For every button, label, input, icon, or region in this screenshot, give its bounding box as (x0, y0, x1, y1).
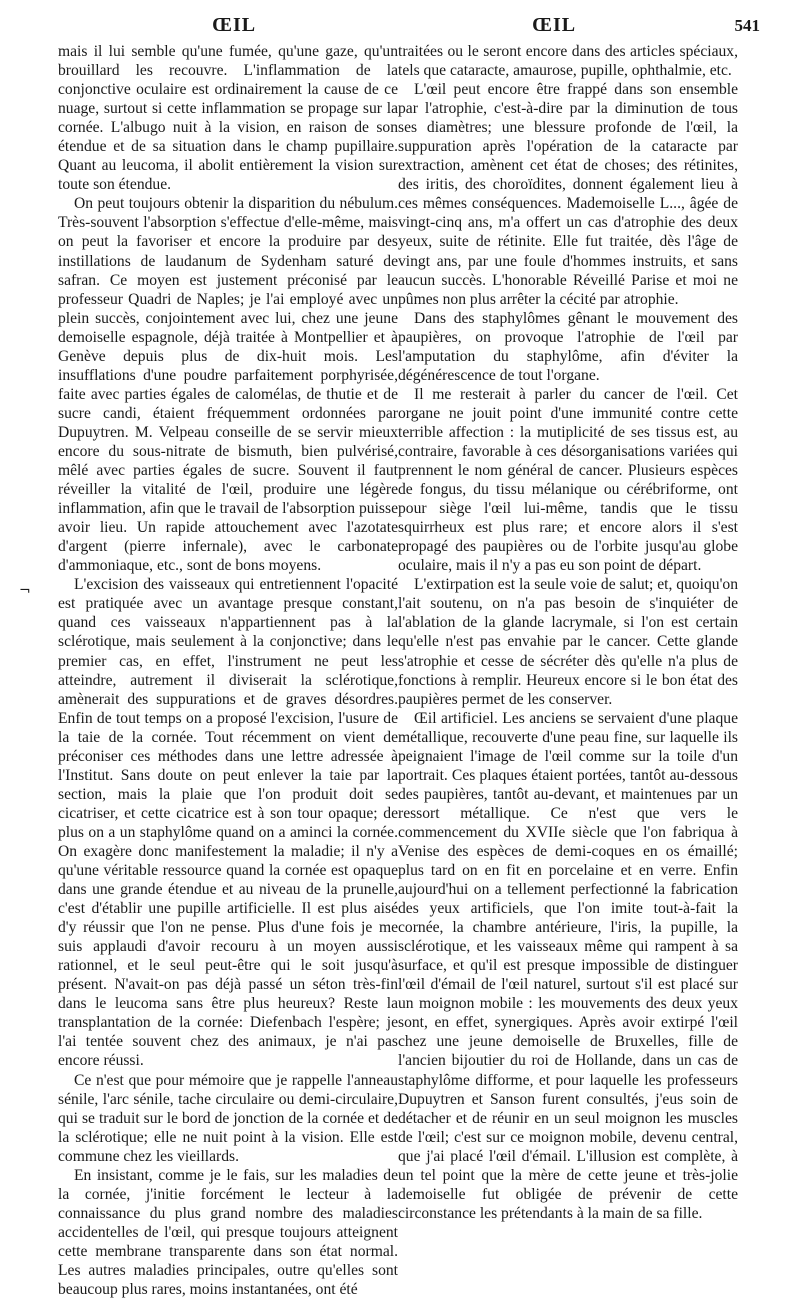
paragraph: mais il lui semble qu'une fumée, qu'une gaze, qu'un brouillard les recouvre. L'inflammation de la conjonctive oculaire est ordinairement la cause de ce nuage, surtout si cette inflammation se propage sur la cornée. L'albugo nuit à la vision, en raison de son étendue et de sa situation dans le champ pupillaire. Quant au leucoma, il abolit entièrement la vision sur toute son étendue. (58, 43, 398, 194)
paragraph: L'excision des vaisseaux qui entretiennent l'opacité est pratiquée avec un avantage presque constant, quand ces vaisseaux n'appartiennent pas à la sclérotique, mais seulement à la conjonctive; dans le premier cas, en effet, l'instrument ne peut les atteindre, autrement il diviserait la sclérotique, amènerait des suppurations et de graves désordres. Enfin de tout temps on a proposé l'excision, l'usure de la taie de la cornée. Tout récemment on vient de préconiser ces méthodes dans une lettre adressée à l'Institut. Sans doute on peut enlever la taie par la section, mais la plaie que l'on produit doit se cicatriser, et cette cicatrice est à son tour opaque; de plus on a un staphylôme quand on a aminci la cornée. On exagère donc manifestement la maladie; il n'y a qu'une véritable ressource quand la cornée est opaque dans une grande étendue et au niveau de la prunelle, c'est d'établir une pupille artificielle. Il est plus aisé d'y réussir que l'on ne pense. Plus d'une fois je me suis applaudi d'avoir recouru à un moyen aussi rationnel, et le seul peut-être qui le soit jusqu'à présent. N'avait-on pas déjà passé un séton très-fin dans le leucoma sans être plus heureux? Reste la transplantation de la cornée: Diefenbach l'espère; je l'ai tentée souvent chez des animaux, je n'ai pas encore réussi. (58, 576, 398, 1070)
running-header (60, 12, 760, 40)
header-left-title: ŒIL (212, 14, 257, 36)
paragraph: Il me resterait à parler du cancer de l'œil. Cet organe ne jouit point d'une immunité contre cette terrible affection : la mutiplicité de ses tissus est, au contraire, favorable à ces désorganisations variées qui prennent le nom général de cancer. Plusieurs espèces de fongus, du tissu mélanique ou cérébriforme, ont pour siège l'œil lui-même, tandis que le tissu squirrheux est plus rare; et encore alors il s'est propagé des paupières ou de l'orbite jusqu'au globe oculaire, mais il n'y a pas eu son point de départ. (398, 385, 738, 575)
paragraph: L'œil peut encore être frappé dans son ensemble par l'atrophie, c'est-à-dire par la diminution de tous ses diamètres; une blessure profonde de l'œil, la suppuration après l'opération de la cataracte par extraction, amènent cet état de choses; des rétinites, des iritis, des choroïdites, donnent également lieu à ces mêmes conséquences. Mademoiselle L..., âgée de vingt-cinq ans, m'a offert un cas d'atrophie des deux yeux, suite de rétinite. Elle fut traitée, dès l'âge de vingt ans, par une foule d'hommes instruits, et sans aucun succès. L'honorable Réveillé Parise et moi ne pûmes non plus arrêter la cécité par atrophie. (398, 81, 738, 308)
paragraph: traitées ou le seront encore dans des articles spéciaux, tels que cataracte, amaurose, pupille, ophthalmie, etc. (398, 43, 738, 80)
paragraph: Œil artificiel. Les anciens se servaient d'une plaque métallique, recouverte d'une peau fine, sur laquelle ils peignaient l'image de l'œil comme sur la toile d'un portrait. Ces plaques étaient portées, tantôt au-dessous des paupières, tantôt au-devant, et maintenues par un ressort métallique. Ce n'est que vers le commencement du XVIIe siècle que l'on fabriqua à Venise des espèces de demi-coques en os émaillé; plus tard on en fit en porcelaine et en verre. Enfin aujourd'hui on a tellement perfectionné la fabrication des yeux artificiels, que l'on imite tout-à-fait la cornée, la chambre antérieure, l'iris, la pupille, la sclérotique, et les vaisseaux même qui rampent à sa surface, et qu'il est presque impossible de distinguer l'œil d'émail de l'œil naturel, surtout s'il est placé sur un moignon mobile : les mouvements des deux yeux sont, en effet, synergiques. Après avoir extirpé l'œil chez une jeune demoiselle de Bruxelles, fille de l'ancien bijoutier du roi de Hollande, dans un cas de staphylôme difforme, et pour laquelle les professeurs Dupuytren et Sanson furent consultés, j'eus soin de détacher et de réunir en un seul moignon les muscles de l'œil; c'est sur ce moignon mobile, devenu central, que j'ai placé l'œil d'émail. L'illusion est complète, à un tel point que la mère de cette jeune et très-jolie demoiselle fut obligée de prévenir de cette circonstance les prétendants à la main de sa fille. (398, 709, 738, 1222)
paragraph: Dans des staphylômes gênant le mouvement des paupières, on provoque l'atrophie de l'œil par l'amputation du staphylôme, afin d'éviter la dégénérescence de tout l'organe. (398, 309, 738, 384)
margin-mark: ¬ (19, 583, 31, 599)
right-column (398, 42, 738, 1223)
page-number: 541 (734, 16, 760, 35)
paragraph: On peut toujours obtenir la disparition du nébulum. Très-souvent l'absorption s'effectue d'elle-même, mais on peut la favoriser et encore la produire par des instillations de laudanum de Sydenham saturé de safran. Ce moyen est justement préconisé par le professeur Quadri de Naples; je l'ai employé avec un plein succès, conjointement avec lui, chez une jeune demoiselle espagnole, déjà traitée à Montpellier et à Genève depuis plus de dix-huit mois. Les insufflations d'une poudre parfaitement porphyrisée, faite avec parties égales de calomélas, de thutie et de sucre candi, étaient fréquemment ordonnées par Dupuytren. M. Velpeau conseille de se servir mieux encore du sous-nitrate de bismuth, bien pulvérisé, mêlé avec parties égales de sucre. Souvent il faut réveiller la vitalité de l'œil, produire une légère inflammation, afin que le travail de l'absorption puisse avoir lieu. Un rapide attouchement avec l'azotate d'argent (pierre infernale), avec le carbonate d'ammoniaque, etc., sont de bons moyens. (58, 195, 398, 575)
paragraph: En insistant, comme je le fais, sur les maladies de la cornée, j'initie forcément le lecteur à la connaissance du plus grand nombre des maladies accidentelles de l'œil, qui presque toujours atteignent cette membrane transparente dans son état normal. Les autres maladies principales, outre qu'elles sont beaucoup plus rares, moins instantanées, ont été (58, 1166, 398, 1299)
paragraph: Ce n'est que pour mémoire que je rappelle l'anneau sénile, l'arc sénile, tache circulaire ou demi-circulaire, qui se traduit sur le bord de jonction de la cornée et de la sclérotique; elle ne nuit point à la vision. Elle est commune chez les vieillards. (58, 1071, 398, 1165)
left-column (58, 42, 398, 1299)
paragraph: L'extirpation est la seule voie de salut; et, quoiqu'on l'ait soutenu, on n'a pas besoin de s'inquiéter de l'ablation de la glande lacrymale, si l'on est certain qu'elle n'est pas envahie par le cancer. Cette glande s'atrophie et cesse de sécréter dès qu'elle n'a plus de fonctions à remplir. Heureux encore si le bon état des paupières permet de les conserver. (398, 576, 738, 708)
header-right-title: ŒIL (532, 14, 577, 36)
